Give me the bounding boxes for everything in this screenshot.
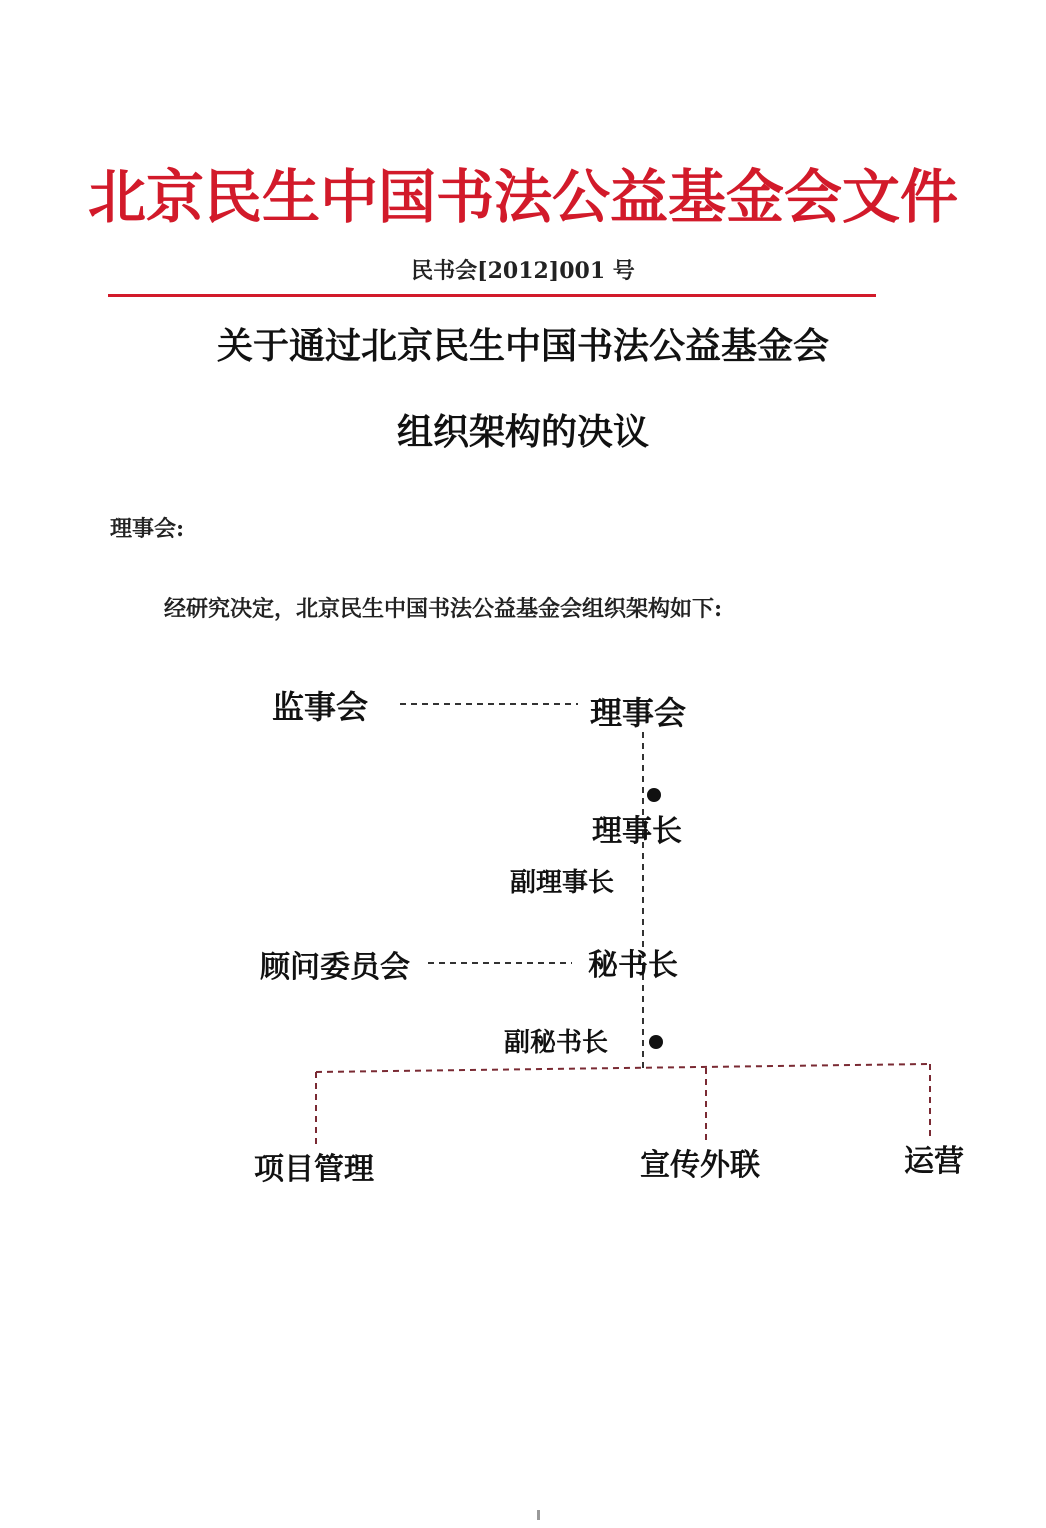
body-paragraph: 经研究决定，北京民生中国书法公益基金会组织架构如下: — [164, 596, 723, 622]
page-footer-mark — [537, 1510, 540, 1520]
org-node-board-of-directors: 理事会 — [590, 694, 687, 732]
org-node-dept-operations: 运营 — [904, 1144, 964, 1179]
org-node-advisory-committee: 顾问委员会 — [260, 950, 410, 985]
document-header-title: 北京民生中国书法公益基金会文件 — [87, 163, 958, 231]
chart-dot-chairman — [647, 788, 661, 802]
subject-title-line-1: 关于通过北京民生中国书法公益基金会 — [216, 326, 829, 367]
org-node-vice-chairman: 副理事长 — [510, 868, 615, 898]
recipient-salutation: 理事会: — [110, 516, 185, 542]
org-node-chairman: 理事长 — [592, 814, 682, 849]
org-node-dept-project-management: 项目管理 — [254, 1152, 374, 1187]
org-node-deputy-secretary-general: 副秘书长 — [504, 1028, 609, 1058]
subject-title-line-2: 组织架构的决议 — [396, 412, 649, 453]
document-number: 民书会[2012]001 号 — [411, 258, 635, 284]
org-node-dept-publicity: 宣传外联 — [640, 1148, 760, 1183]
org-node-supervisory-board: 监事会 — [272, 688, 369, 726]
chart-dot-deputy-secretary — [649, 1035, 663, 1049]
org-node-secretary-general: 秘书长 — [588, 948, 678, 983]
connector-department-bus — [316, 1064, 930, 1072]
